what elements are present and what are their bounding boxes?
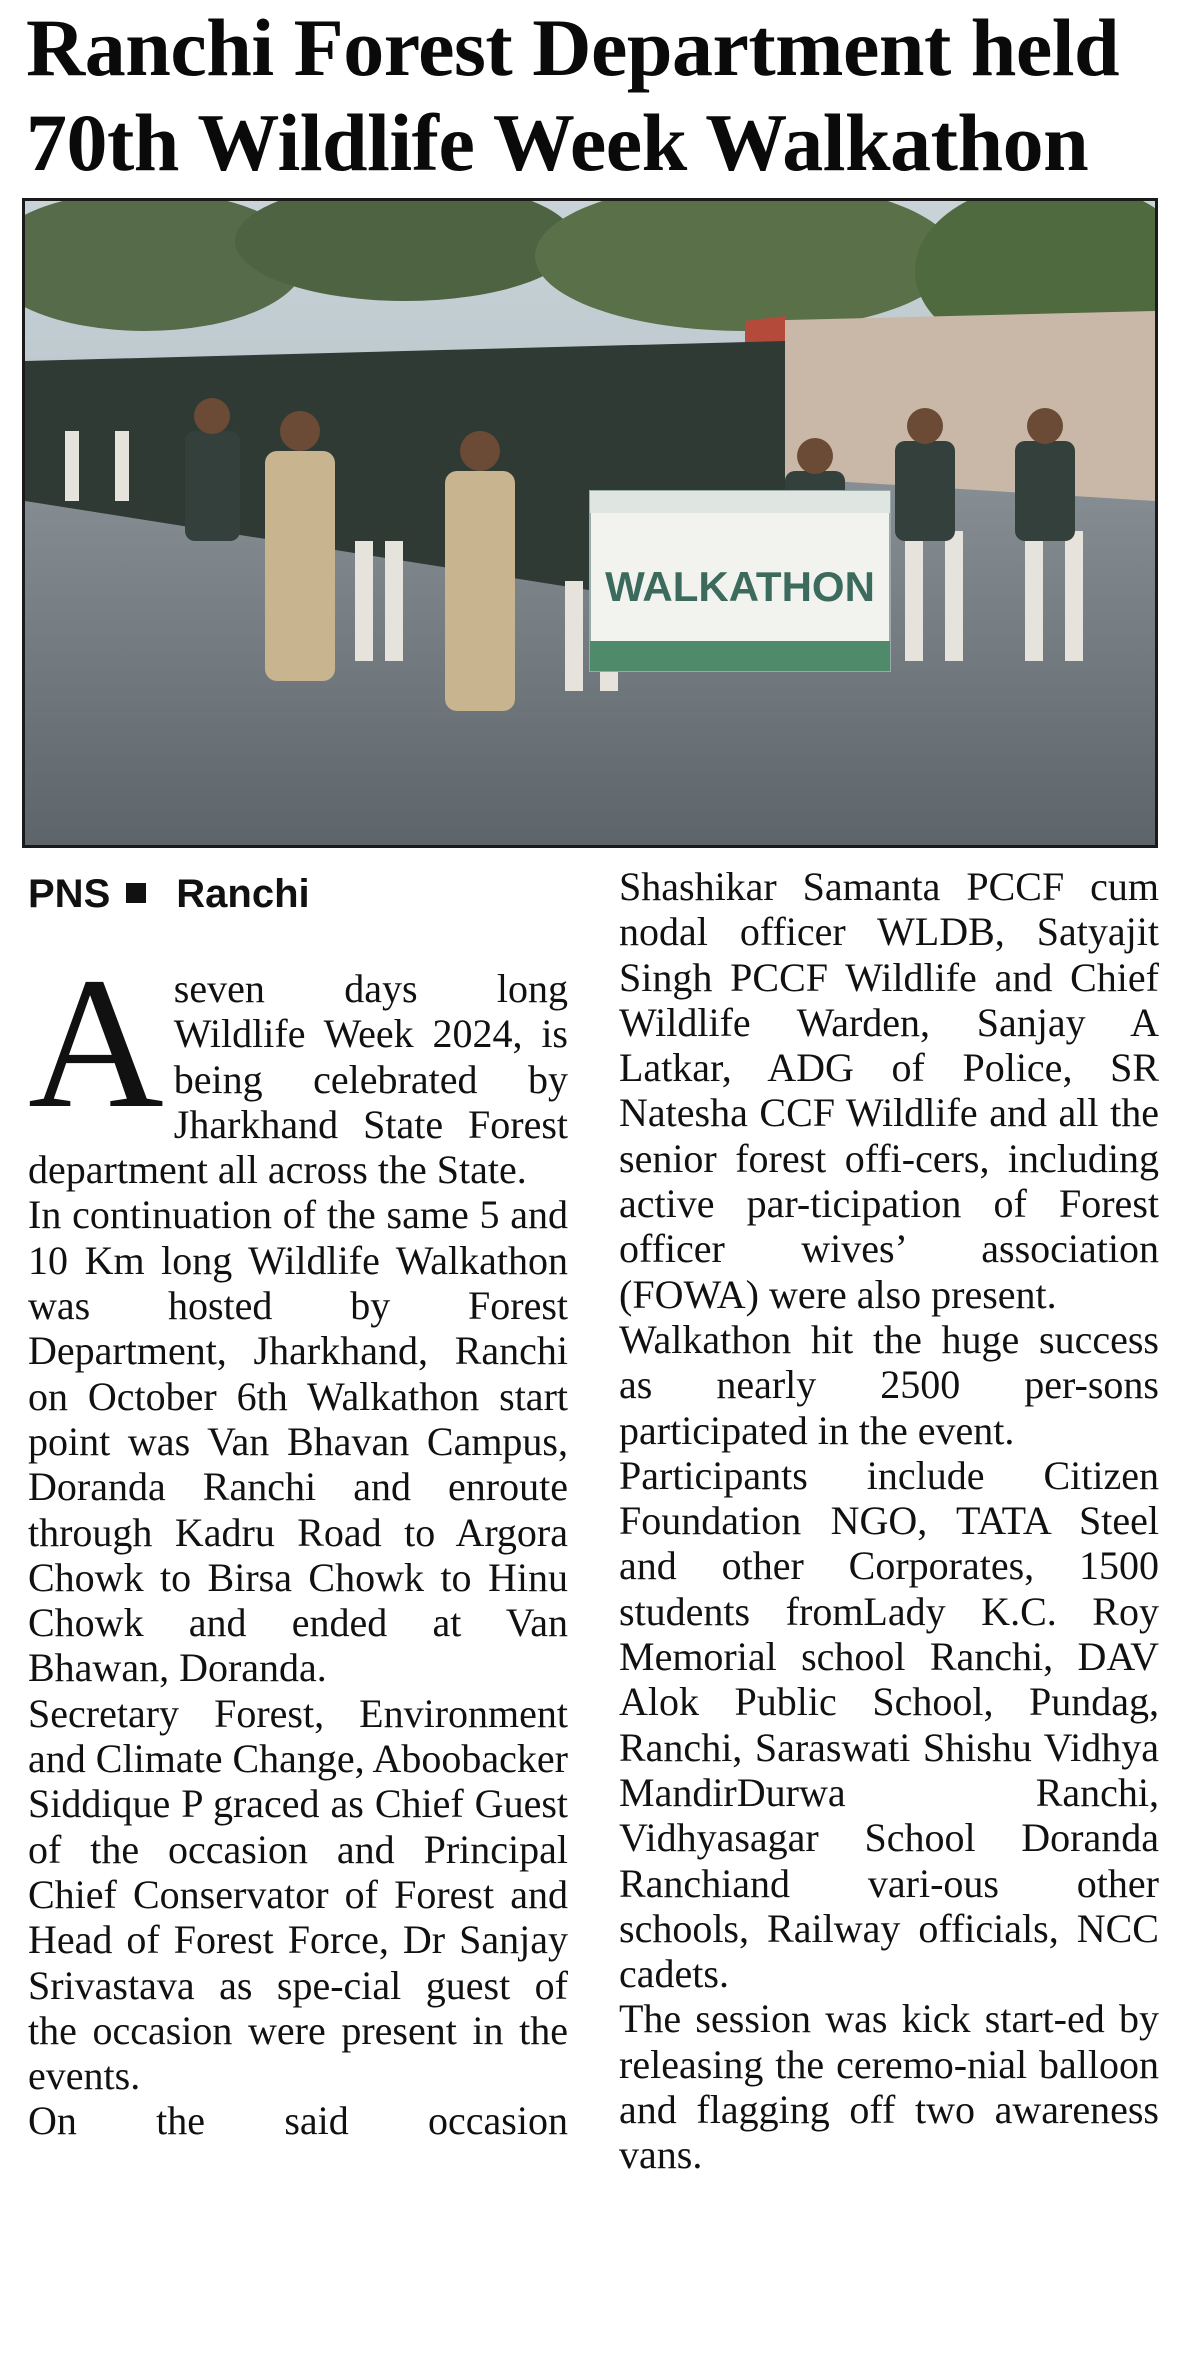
paragraph-3: Secretary Forest, Environment and Climate Change, Aboobacker Siddique P graced as Chief Guest of the occasion and Principal Chief Conservator of Forest and Head of Forest Force, Dr Sanjay Srivastava as spe-cial guest of the occasion were present in the events. <box>28 1690 568 2099</box>
paragraph-4-start: On the said occasion <box>28 2098 568 2144</box>
byline-agency: PNS <box>28 872 111 916</box>
walkathon-photo-illustration <box>25 201 1155 845</box>
walkathon-photo <box>22 198 1158 848</box>
headline-line-2: 70th Wildlife Week Walkathon <box>26 97 1089 188</box>
headline-line-1: Ranchi Forest Department held <box>26 2 1120 93</box>
article-body-left <box>28 938 568 2144</box>
paragraph-6: Participants include Citizen Foundation NGO, TATA Steel and other Corporates, 1500 students fromLady K.C. Roy Memorial school Ranchi, DAV Alok Public School, Pundag, Ranchi, Saraswati Shishu Vidhya MandirDurwa Ranchi, Vidhyasagar School Doranda Ranchiand vari-ous other schools, Railway officials, NCC cadets. <box>619 1452 1159 1997</box>
walkathon-banner <box>590 491 890 671</box>
paragraph-5: Walkathon hit the huge success as nearly 2500 per-sons participated in the event. <box>619 1316 1159 1453</box>
paragraph-4-continued: Shashikar Samanta PCCF cum nodal officer WLDB, Satyajit Singh PCCF Wildlife and Chief Wildlife Warden, Sanjay A Latkar, ADG of Police, SR Natesha CCF Wildlife and all the senior forest offi-cers, including active par-ticipation of Forest officer wives’ association (FOWA) were also present. <box>619 864 1159 1317</box>
paragraph-1-text: seven days long Wildlife Week 2024, is being celebrated by Jharkhand State Forest department all across the State. <box>28 966 568 1193</box>
paragraph-1 <box>28 938 568 1193</box>
banner-text: WALKATHON <box>605 563 875 610</box>
byline <box>28 870 568 918</box>
byline-place: Ranchi <box>176 872 310 916</box>
byline-square-icon <box>126 883 146 903</box>
headline <box>26 0 1156 190</box>
paragraph-7: The session was kick start-ed by releasing the ceremo-nial balloon and flagging off two awareness vans. <box>619 1996 1159 2178</box>
drop-cap: A <box>28 938 164 1147</box>
article-column-right <box>619 864 1159 2364</box>
paragraph-2: In continuation of the same 5 and 10 Km long Wildlife Walkathon was hosted by Forest Department, Jharkhand, Ranchi on October 6th Walkathon start point was Van Bhavan Campus, Doranda Ranchi and enroute through Kadru Road to Argora Chowk to Birsa Chowk to Hinu Chowk and ended at Van Bhawan, Doranda. <box>28 1192 568 1691</box>
article-body-right <box>619 864 1159 2178</box>
article-column-left <box>28 870 568 2370</box>
